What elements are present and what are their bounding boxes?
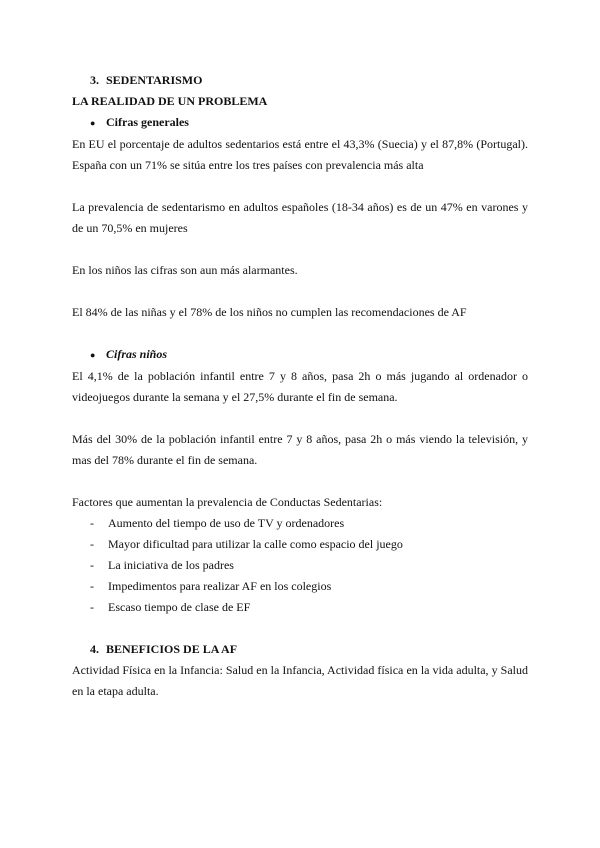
section-4-number: 4. [90, 642, 99, 656]
section-3-heading [90, 70, 528, 91]
paragraph: La prevalencia de sedentarismo en adultos españoles (18-34 años) es de un 47% en varones y de un 70,5% en mujeres [72, 200, 528, 235]
factors-intro: Factores que aumentan la prevalencia de Conductas Sedentarias: [72, 495, 383, 509]
paragraph: El 84% de las niñas y el 78% de los niños no cumplen las recomendaciones de AF [72, 305, 467, 319]
list-item: - Impedimentos para realizar AF en los colegios [90, 579, 332, 593]
document-page [72, 70, 528, 702]
paragraph: Actividad Física en la Infancia: Salud en la Infancia, Actividad física en la vida adulta, y Salud en la etapa adulta. [72, 663, 528, 698]
paragraph: En EU el porcentaje de adultos sedentarios está entre el 43,3% (Suecia) y el 87,8% (Portugal). España con un 71% se sitúa entre los tres países con prevalencia más alta [72, 137, 528, 172]
section-4-heading [90, 639, 528, 660]
bullet-label: Cifras niños [106, 347, 168, 361]
bullet-label: Cifras generales [106, 115, 189, 129]
bullet-cifras-generales [90, 112, 528, 134]
section-4-title: BENEFICIOS DE LA AF [106, 642, 238, 656]
paragraph: En los niños las cifras son aun más alarmantes. [72, 263, 298, 277]
bullet-cifras-ninos [90, 344, 528, 366]
section-3-title: SEDENTARISMO [106, 73, 203, 87]
bullet-dot-icon: ● [90, 350, 96, 360]
paragraph: Más del 30% de la población infantil entre 7 y 8 años, pasa 2h o más viendo la televisión, y mas del 78% durante el fin de semana. [72, 432, 528, 467]
list-item: - La iniciativa de los padres [90, 558, 234, 572]
list-item: - Mayor dificultad para utilizar la calle como espacio del juego [90, 537, 403, 551]
section-3-number: 3. [90, 73, 99, 87]
paragraph: El 4,1% de la población infantil entre 7 y 8 años, pasa 2h o más jugando al ordenador o videojuegos durante la semana y el 27,5% durante el fin de semana. [72, 369, 528, 404]
list-item: - Aumento del tiempo de uso de TV y ordenadores [90, 516, 345, 530]
bullet-dot-icon: ● [90, 118, 96, 128]
factors-list [72, 513, 528, 618]
list-item: - Escaso tiempo de clase de EF [90, 600, 251, 614]
section-3-subtitle: LA REALIDAD DE UN PROBLEMA [72, 94, 268, 108]
